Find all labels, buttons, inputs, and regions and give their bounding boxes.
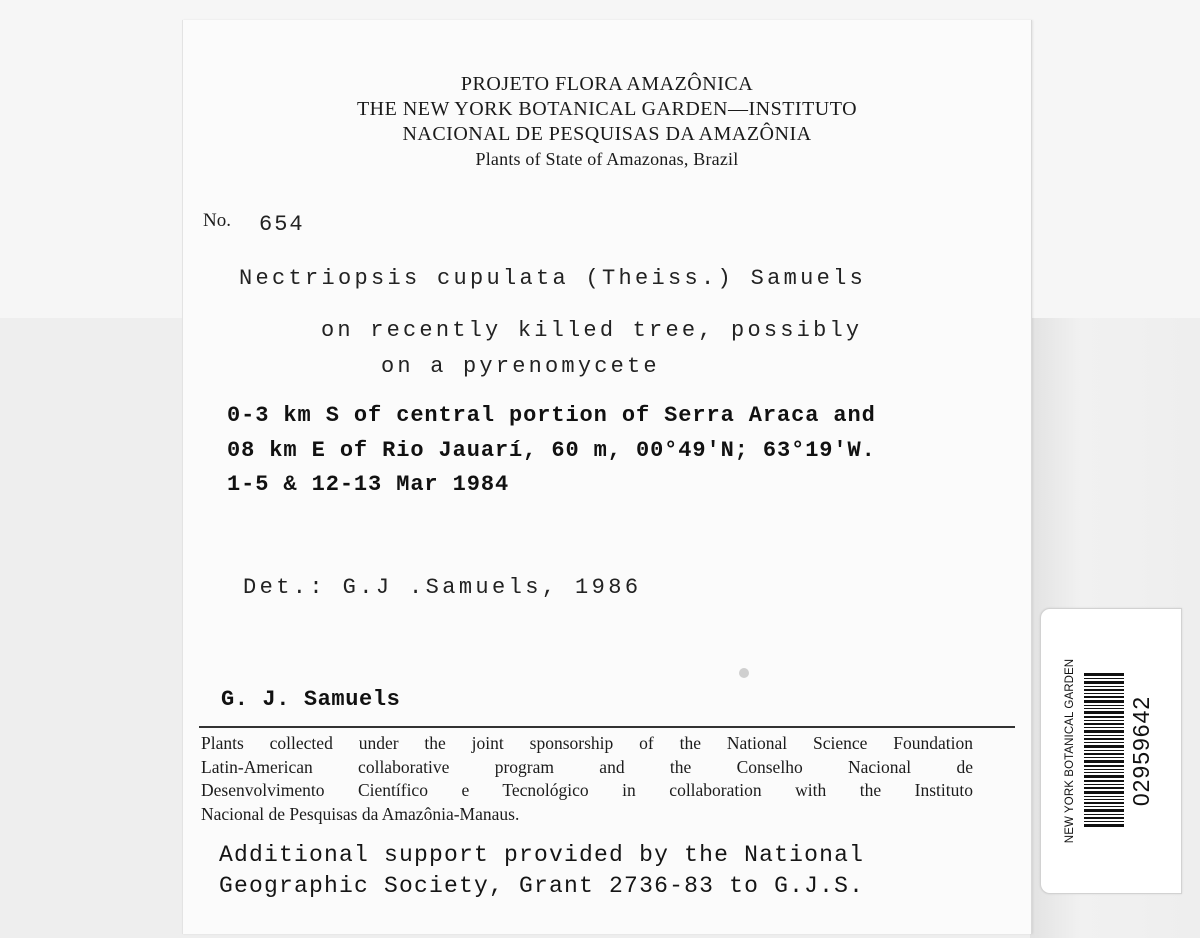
substrate-line-1: on recently killed tree, possibly <box>321 318 863 343</box>
number-label: No. <box>203 210 231 231</box>
locality-line-1: 0-3 km S of central portion of Serra Araca and <box>227 403 876 428</box>
header-institution-line-2: NACIONAL DE PESQUISAS DA AMAZÔNIA <box>402 123 812 145</box>
label-header <box>183 72 1031 172</box>
collection-date: 1-5 & 12-13 Mar 1984 <box>227 472 510 497</box>
sponsorship-line-4: Nacional de Pesquisas da Amazônia-Manaus. <box>201 803 520 824</box>
barcode-icon <box>1084 673 1124 827</box>
support-line-1: Additional support provided by the National <box>219 842 865 868</box>
header-region: Plants of State of Amazonas, Brazil <box>475 149 739 169</box>
herbarium-label <box>182 20 1032 934</box>
sponsorship-line-3: Desenvolvimento Científico e Tecnológico in collaboration with the Instituto <box>201 780 973 800</box>
determination: Det.: G.J .Samuels, 1986 <box>243 575 642 600</box>
divider-line <box>199 726 1015 728</box>
sponsorship-line-1: Plants collected under the joint sponsorship of the National Science Foundation <box>201 733 973 753</box>
support-line-2: Geographic Society, Grant 2736-83 to G.J.S. <box>219 873 865 899</box>
barcode-number: 02959642 <box>1128 695 1154 807</box>
paper-speck <box>739 668 749 678</box>
header-institution-line: THE NEW YORK BOTANICAL GARDEN—INSTITUTO <box>356 98 858 120</box>
taxon-name: Nectriopsis cupulata (Theiss.) Samuels <box>239 266 867 291</box>
sponsorship-line-2: Latin-American collaborative program and the Conselho Nacional de <box>201 756 973 777</box>
barcode-sticker <box>1040 608 1182 894</box>
barcode-institution: NEW YORK BOTANICAL GARDEN <box>1064 658 1076 844</box>
sponsorship-text <box>201 732 973 826</box>
header-project-name: PROJETO FLORA AMAZÔNICA <box>460 73 754 95</box>
collection-number: 654 <box>259 212 305 237</box>
substrate-line-2: on a pyrenomycete <box>381 354 660 379</box>
collector-name: G. J. Samuels <box>221 687 401 712</box>
locality-line-2: 08 km E of Rio Jauarí, 60 m, 00°49'N; 63°19'W. <box>227 438 876 463</box>
barcode-block <box>1056 629 1166 873</box>
